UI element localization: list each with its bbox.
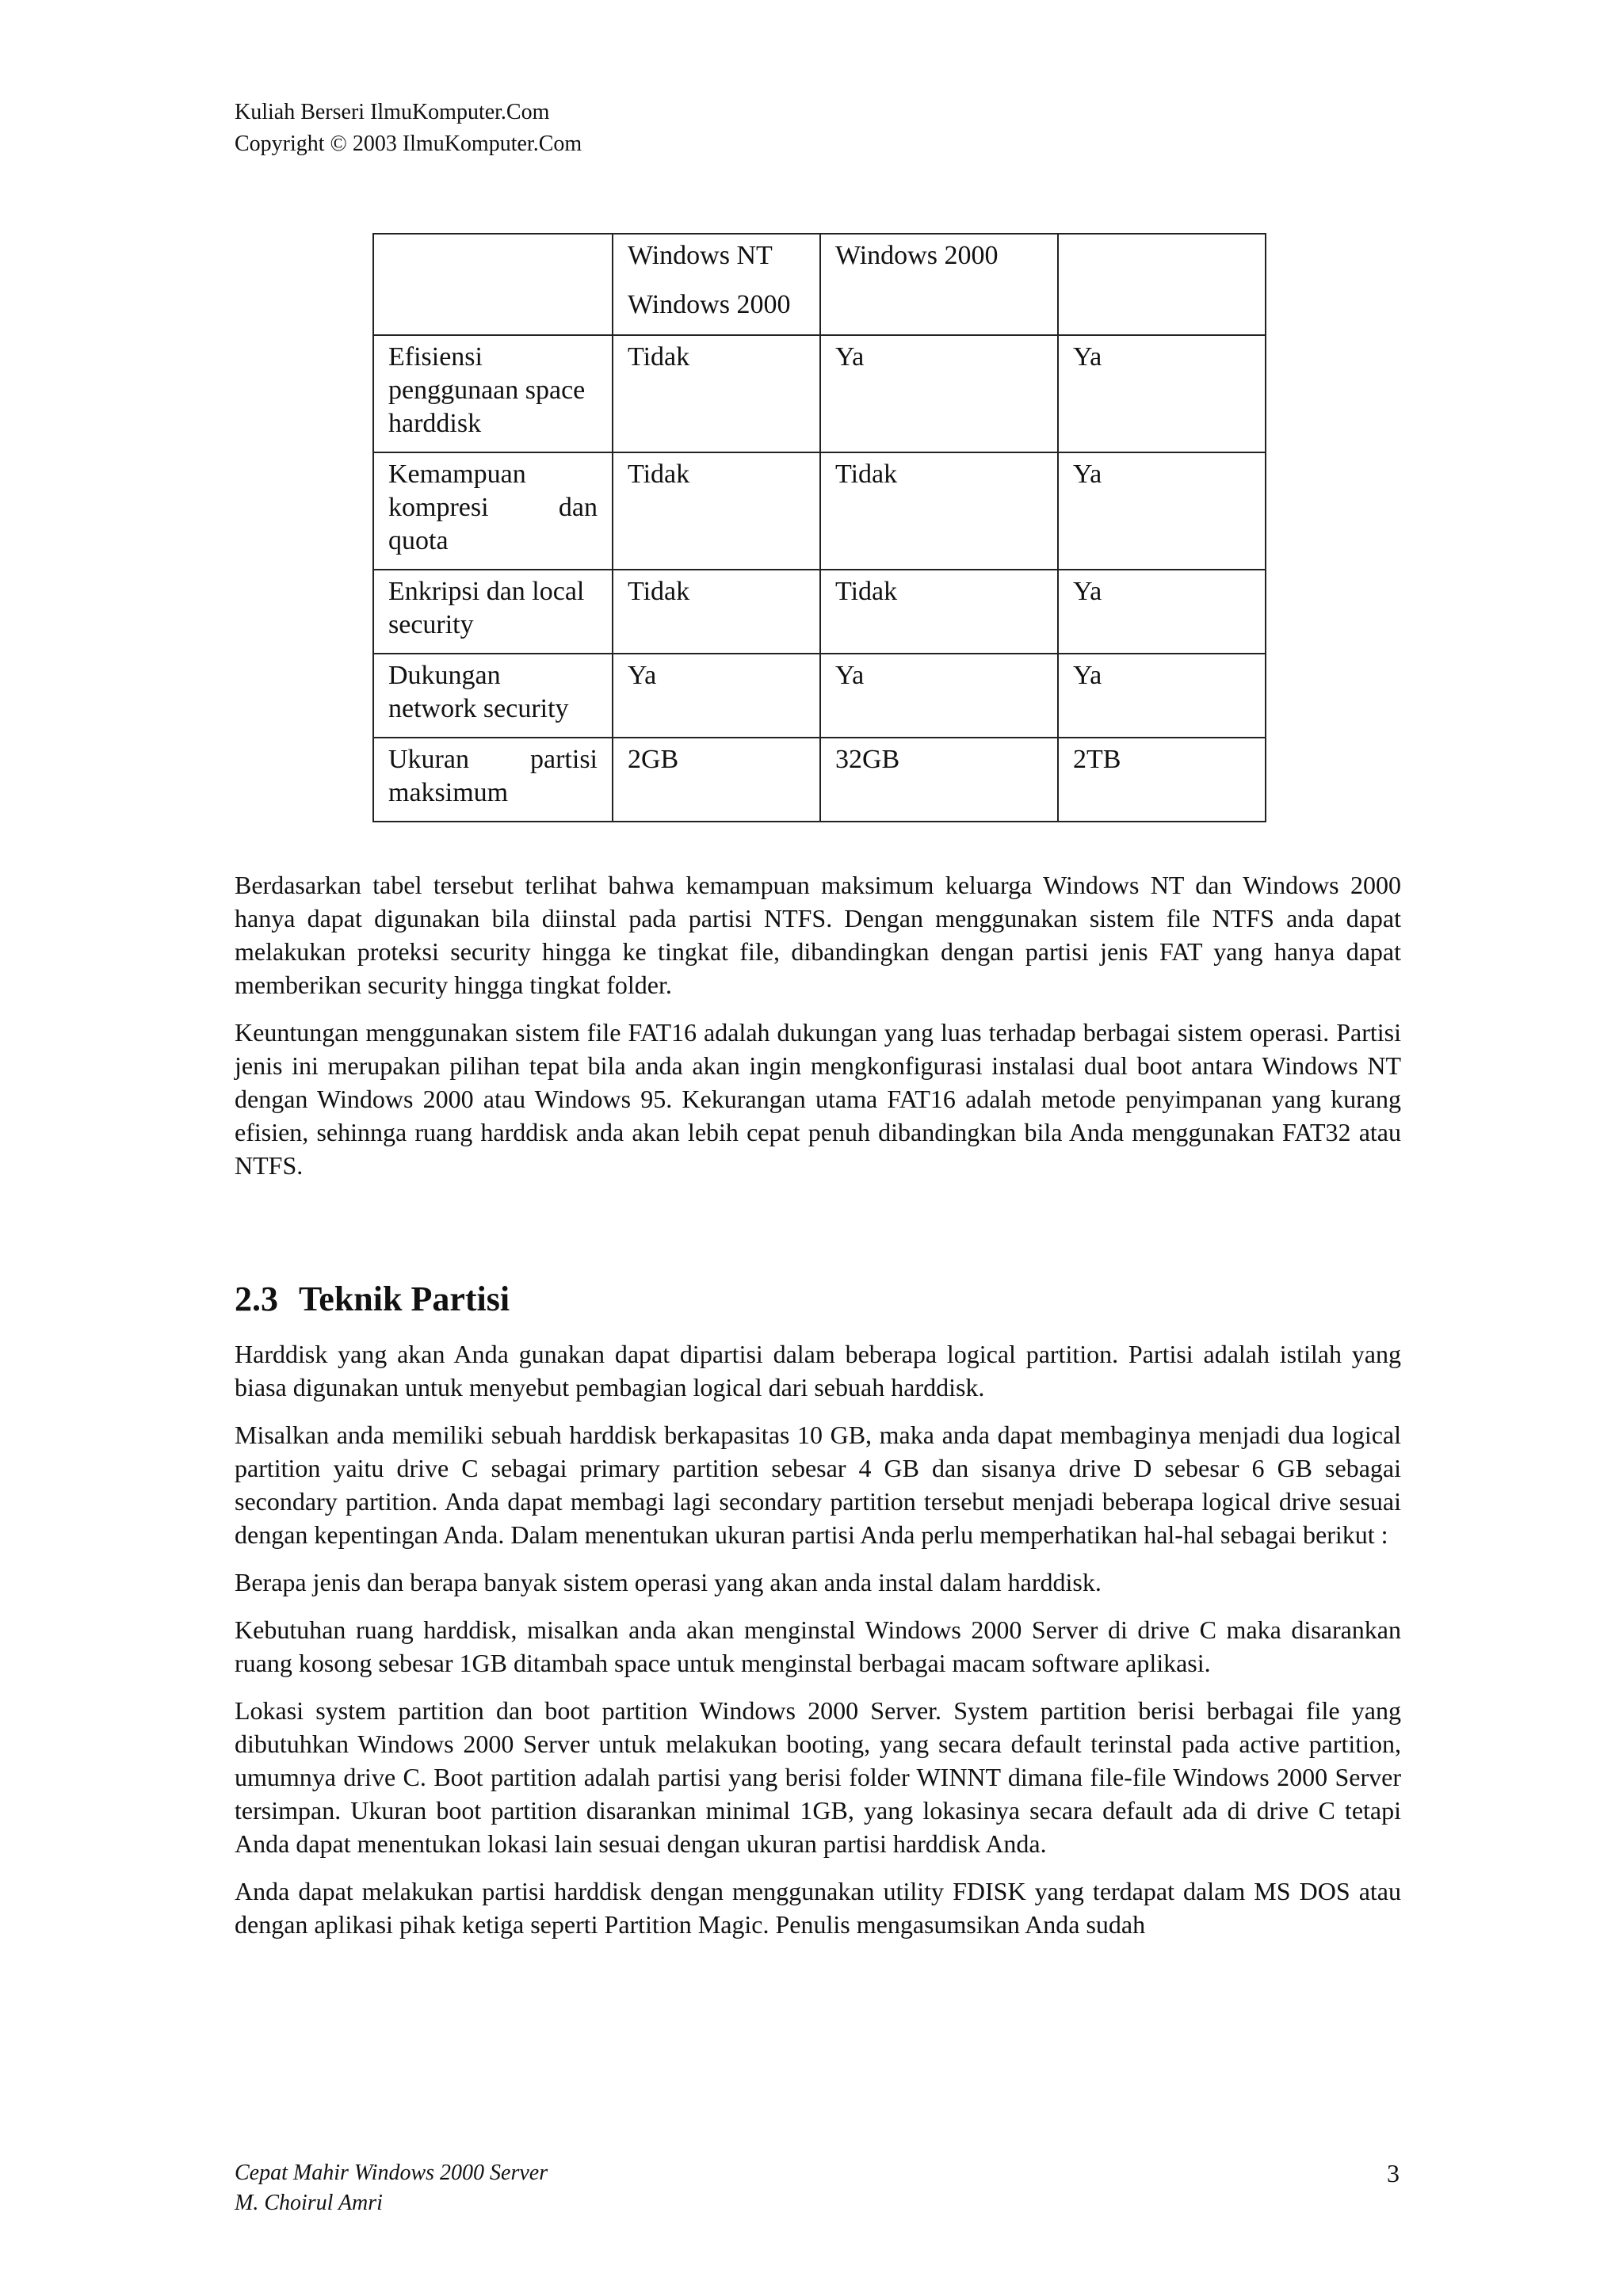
table-row xyxy=(373,654,1266,738)
paragraph: Anda dapat melakukan partisi harddisk dengan menggunakan utility FDISK yang terdapat dalam MS DOS atau dengan aplikasi pihak ketiga seperti Partition Magic. Penulis mengasumsikan Anda sudah xyxy=(235,1877,1401,1939)
table-cell: Ya xyxy=(1058,570,1266,654)
table-cell: 32GB xyxy=(820,738,1058,822)
table-cell: Tidak xyxy=(613,452,820,570)
table-cell: Ya xyxy=(820,335,1058,452)
table-cell: Ya xyxy=(820,654,1058,738)
table-header-row xyxy=(373,234,1266,335)
page-number: 3 xyxy=(1387,2159,1400,2187)
section-heading xyxy=(235,1277,510,1322)
label-line: Efisiensi xyxy=(388,342,483,372)
table-row-label xyxy=(373,452,613,570)
table-row-label xyxy=(373,738,613,822)
table-header-text: Windows NT xyxy=(628,241,773,270)
table-row xyxy=(373,738,1266,822)
table-header-cell-windows-nt xyxy=(613,234,820,335)
paragraph: Misalkan anda memiliki sebuah harddisk berkapasitas 10 GB, maka anda dapat membaginya menjadi dua logical partition yaitu drive C sebagai primary partition sebesar 4 GB dan sisanya drive D sebesar 6 GB sebagai secondary partition. Anda dapat membagi lagi secondary partition tersebut menjadi beberapa logical drive sesuai dengan kepentingan Anda. Dalam menentukan ukuran partisi Anda perlu memperhatikan hal-hal sebagai berikut : xyxy=(235,1421,1401,1549)
label-line: quota xyxy=(388,526,449,555)
header-line-1: Kuliah Berseri IlmuKomputer.Com xyxy=(235,100,550,124)
page-footer xyxy=(235,2158,548,2218)
label-line: harddisk xyxy=(388,409,482,438)
footer-author: M. Choirul Amri xyxy=(235,2191,383,2215)
table-row-label xyxy=(373,654,613,738)
table-row-label xyxy=(373,335,613,452)
comparison-table xyxy=(372,233,1266,822)
label-line: security xyxy=(388,610,474,639)
paragraph: Berapa jenis dan berapa banyak sistem operasi yang akan anda instal dalam harddisk. xyxy=(235,1568,1102,1596)
label-line: Enkripsi dan local xyxy=(388,577,585,606)
label-line: maksimum xyxy=(388,778,509,807)
page-header xyxy=(235,97,582,160)
table-header-cell-empty xyxy=(373,234,613,335)
paragraph: Kebutuhan ruang harddisk, misalkan anda akan menginstal Windows 2000 Server di drive C maka disarankan ruang kosong sebesar 1GB ditambah space untuk menginstal berbagai macam software aplikasi. xyxy=(235,1615,1401,1677)
table-row xyxy=(373,335,1266,452)
table-cell: Tidak xyxy=(820,570,1058,654)
footer-book-title: Cepat Mahir Windows 2000 Server xyxy=(235,2161,548,2185)
body-text-top xyxy=(235,868,1401,1196)
table-cell: Ya xyxy=(613,654,820,738)
label-line: Dukungan xyxy=(388,661,501,690)
table-cell: Tidak xyxy=(820,452,1058,570)
paragraph: Lokasi system partition dan boot partition Windows 2000 Server. System partition berisi berbagai file yang dibutuhkan Windows 2000 Server untuk melakukan booting, yang secara default terinstal pada active partition, umumnya drive C. Boot partition adalah partisi yang berisi folder WINNT dimana file-file Windows 2000 Server tersimpan. Ukuran boot partition disarankan minimal 1GB, yang lokasinya secara default ada di drive C tetapi Anda dapat menentukan lokasi lain sesuai dengan ukuran partisi harddisk Anda. xyxy=(235,1696,1401,1858)
label-line: network security xyxy=(388,694,569,723)
table-header-cell-windows-2000: Windows 2000 xyxy=(820,234,1058,335)
table-cell: 2GB xyxy=(613,738,820,822)
label-line: kompresi dan xyxy=(388,493,598,522)
table-cell: Tidak xyxy=(613,570,820,654)
table-cell: Ya xyxy=(1058,452,1266,570)
label-line: Kemampuan xyxy=(388,460,526,489)
paragraph: Keuntungan menggunakan sistem file FAT16 adalah dukungan yang luas terhadap berbagai sistem operasi. Partisi jenis ini merupakan pilihan tepat bila anda akan ingin mengkonfigurasi instalasi dual boot antara Windows NT dengan Windows 2000 atau Windows 95. Kekurangan utama FAT16 adalah metode penyimpanan yang kurang efisien, sehinnga ruang harddisk anda akan lebih cepat penuh dibandingkan bila Anda menggunakan FAT32 atau NTFS. xyxy=(235,1018,1401,1180)
paragraph: Berdasarkan tabel tersebut terlihat bahwa kemampuan maksimum keluarga Windows NT dan Windows 2000 hanya dapat digunakan bila diinstal pada partisi NTFS. Dengan menggunakan sistem file NTFS anda dapat melakukan proteksi security hingga ke tingkat file, dibandingkan dengan partisi jenis FAT yang hanya dapat memberikan security hingga tingkat folder. xyxy=(235,871,1401,999)
header-line-2: Copyright © 2003 IlmuKomputer.Com xyxy=(235,132,582,156)
table-cell: Ya xyxy=(1058,654,1266,738)
table-row-label xyxy=(373,570,613,654)
table-header-cell-empty xyxy=(1058,234,1266,335)
table-row xyxy=(373,570,1266,654)
table-cell: 2TB xyxy=(1058,738,1266,822)
table-cell: Tidak xyxy=(613,335,820,452)
section-title: Teknik Partisi xyxy=(299,1280,510,1318)
table-header-text: Windows 2000 xyxy=(628,290,791,319)
section-number: 2.3 xyxy=(235,1280,278,1318)
table-cell: Ya xyxy=(1058,335,1266,452)
body-text-section xyxy=(235,1337,1401,1955)
label-line: Ukuran partisi xyxy=(388,745,598,774)
paragraph: Harddisk yang akan Anda gunakan dapat dipartisi dalam beberapa logical partition. Partisi adalah istilah yang biasa digunakan untuk menyebut pembagian logical dari sebuah harddisk. xyxy=(235,1340,1401,1402)
label-line: penggunaan space xyxy=(388,376,586,405)
table-row xyxy=(373,452,1266,570)
